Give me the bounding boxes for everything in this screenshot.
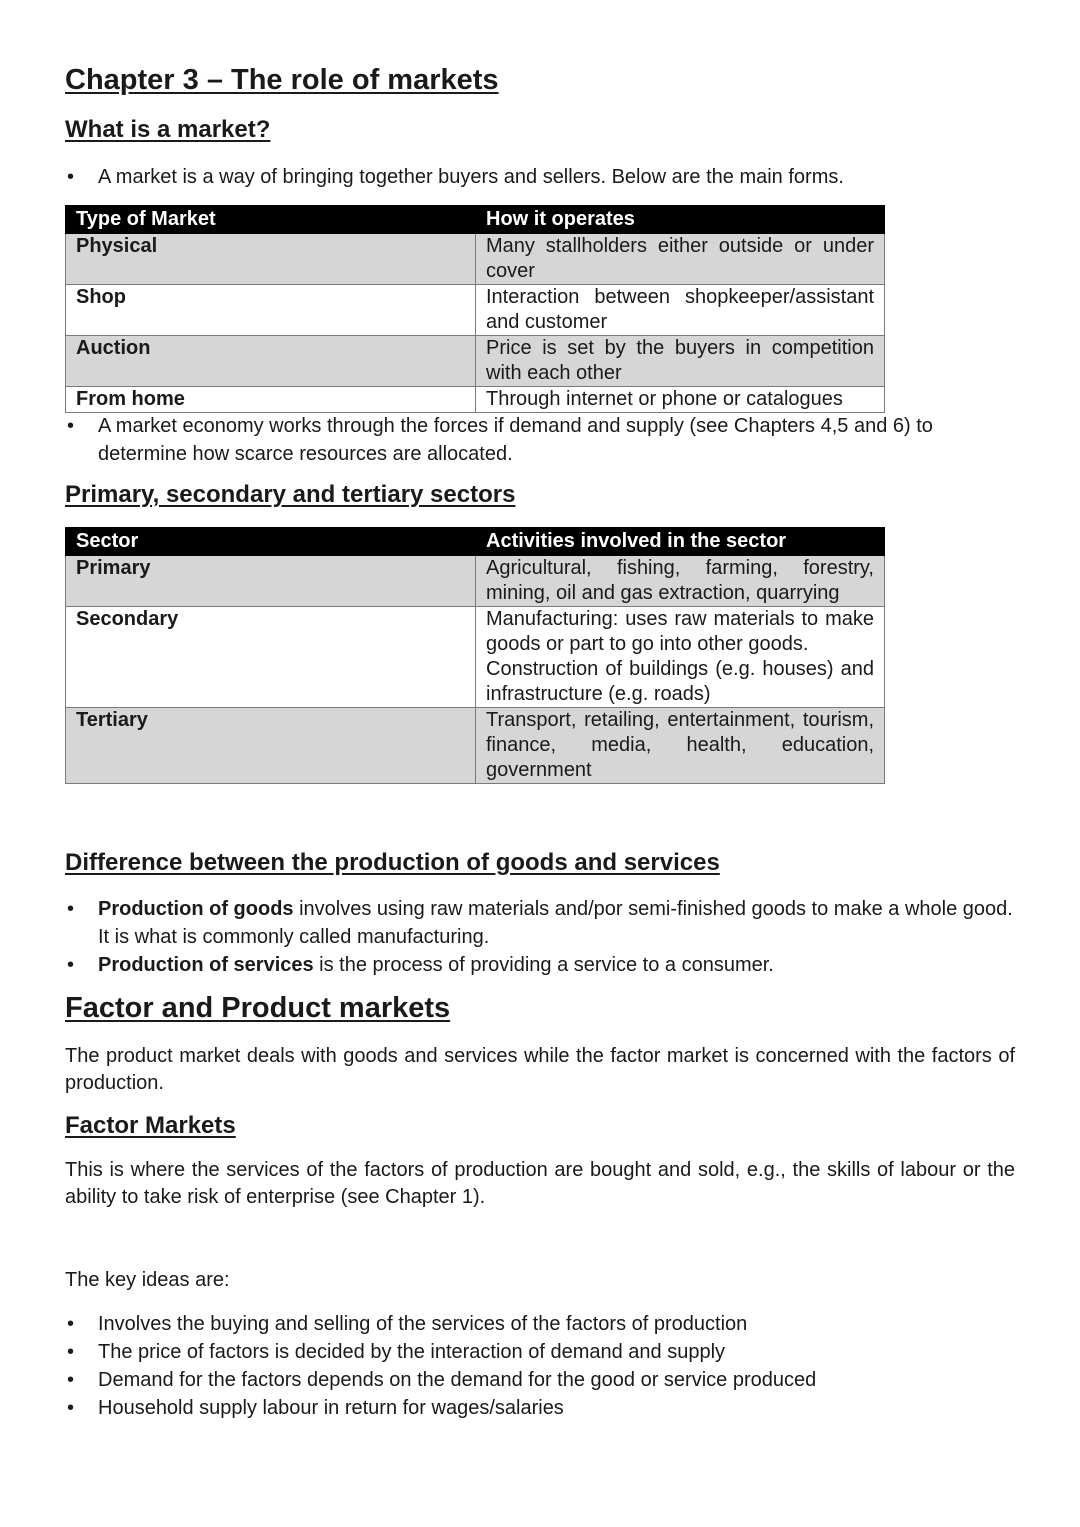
market-desc-cell: Many stallholders either outside or under cover <box>476 234 885 285</box>
sector-desc-cell: Transport, retailing, entertainment, tourism, finance, media, health, education, government <box>476 708 885 784</box>
sector-desc-cell: Agricultural, fishing, farming, forestry, mining, oil and gas extraction, quarrying <box>476 556 885 607</box>
sector-desc-text: Construction of buildings (e.g. houses) and infrastructure (e.g. roads) <box>486 658 874 705</box>
term-label: Production of goods <box>98 898 294 920</box>
list-item: • Household supply labour in return for wages/salaries <box>65 1394 1020 1422</box>
table-row <box>66 708 885 784</box>
market-desc-cell: Through internet or phone or catalogues <box>476 387 885 413</box>
heading-what-is-a-market: What is a market? <box>65 116 271 143</box>
key-ideas-list <box>65 1310 1020 1422</box>
market-desc-cell: Price is set by the buyers in competition with each other <box>476 336 885 387</box>
market-types-table <box>65 205 885 413</box>
sector-name-cell: Primary <box>66 556 476 607</box>
sector-desc-text: Manufacturing: uses raw materials to make goods or part to go into other goods. <box>486 608 874 655</box>
list-item <box>65 951 1020 979</box>
sector-name-cell: Tertiary <box>66 708 476 784</box>
sector-name-cell: Secondary <box>66 607 476 708</box>
market-type-cell: Auction <box>66 336 476 387</box>
chapter-title: Chapter 3 – The role of markets <box>65 64 499 96</box>
list-item: • The price of factors is decided by the interaction of demand and supply <box>65 1338 1020 1366</box>
table-header-cell: Activities involved in the sector <box>476 528 885 556</box>
goods-services-list <box>65 895 1020 979</box>
table-row <box>66 336 885 387</box>
heading-goods-services: Difference between the production of goods and services <box>65 849 720 876</box>
list-item: • Demand for the factors depends on the demand for the good or service produced <box>65 1366 1020 1394</box>
table-row <box>66 285 885 336</box>
factor-markets-paragraph: This is where the services of the factors of production are bought and sold, e.g., the skills of labour or the ability to take risk of enterprise (see Chapter 1). <box>65 1159 1015 1208</box>
market-intro-list <box>65 163 1020 191</box>
factor-product-paragraph: The product market deals with goods and services while the factor market is concerned with the factors of production. <box>65 1045 1015 1094</box>
sector-desc-cell <box>476 607 885 708</box>
sectors-table <box>65 527 885 784</box>
market-economy-list <box>65 412 1020 468</box>
table-row <box>66 556 885 607</box>
table-header-row <box>66 528 885 556</box>
term-text: is the process of providing a service to a consumer. <box>313 954 774 976</box>
term-label: Production of services <box>98 954 314 976</box>
list-item: • A market economy works through the forces if demand and supply (see Chapters 4,5 and 6) to determine how scarce resources are allocated. <box>65 412 1020 468</box>
list-item <box>65 895 1020 951</box>
market-type-cell: Physical <box>66 234 476 285</box>
market-desc-cell: Interaction between shopkeeper/assistant and customer <box>476 285 885 336</box>
key-ideas-label: The key ideas are: <box>65 1269 230 1291</box>
table-header-cell: Sector <box>66 528 476 556</box>
heading-factor-product: Factor and Product markets <box>65 992 451 1024</box>
table-header-row <box>66 206 885 234</box>
list-item: • A market is a way of bringing together buyers and sellers. Below are the main forms. <box>65 163 1020 191</box>
heading-sectors: Primary, secondary and tertiary sectors <box>65 481 516 508</box>
heading-factor-markets: Factor Markets <box>65 1112 236 1139</box>
list-item: • Involves the buying and selling of the services of the factors of production <box>65 1310 1020 1338</box>
table-row <box>66 234 885 285</box>
table-header-cell: Type of Market <box>66 206 476 234</box>
market-type-cell: From home <box>66 387 476 413</box>
term-text: involves using raw materials and/por semi-finished goods to make a whole good. It is what is commonly called manufacturing. <box>98 898 1013 948</box>
table-header-cell: How it operates <box>476 206 885 234</box>
table-row <box>66 607 885 708</box>
market-type-cell: Shop <box>66 285 476 336</box>
table-row <box>66 387 885 413</box>
